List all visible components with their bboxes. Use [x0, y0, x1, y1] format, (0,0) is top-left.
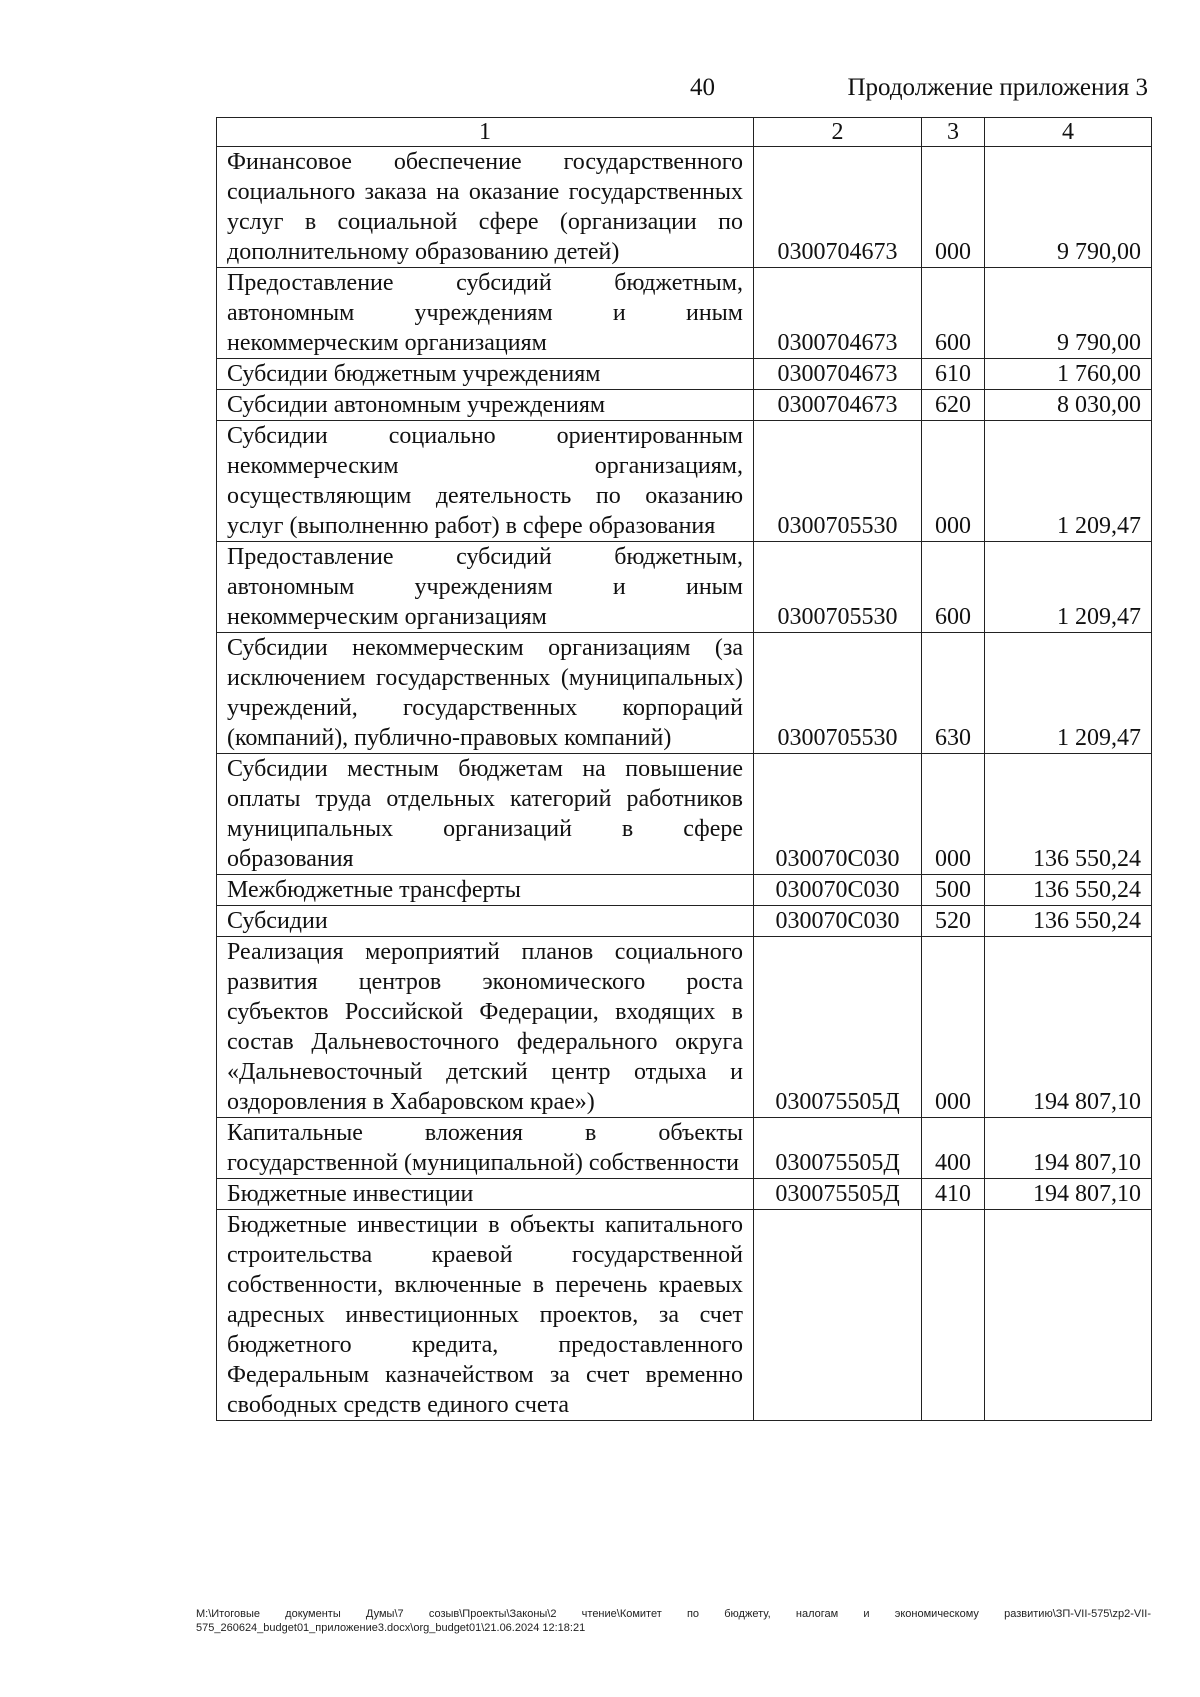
expense-name: Финансовое обеспечение государственного социального заказа на оказание государственных услуг в социальной сфере (организации по дополнительному образованию детей)	[217, 147, 754, 268]
amount: 194 807,10	[985, 1179, 1152, 1210]
table-row	[217, 754, 1152, 875]
table-row	[217, 937, 1152, 1118]
column-header: 3	[922, 118, 985, 147]
target-article-code: 030075505Д	[754, 937, 922, 1118]
expense-name: Предоставление субсидий бюджетным, автономным учреждениям и иным некоммерческим организациям	[217, 268, 754, 359]
amount: 1 209,47	[985, 542, 1152, 633]
expense-type-code: 000	[922, 937, 985, 1118]
expense-name: Реализация мероприятий планов социального развития центров экономического роста субъектов Российской Федерации, входящих в состав Дальневосточного федерального округа «Дальневосточный детский центр отдыха и оздоровления в Хабаровском крае»)	[217, 937, 754, 1118]
expense-name: Субсидии некоммерческим организациям (за исключением государственных (муниципальных) учреждений, государственных корпораций (компаний), публично-правовых компаний)	[217, 633, 754, 754]
table-row	[217, 1210, 1152, 1421]
expense-type-code: 610	[922, 359, 985, 390]
target-article-code	[754, 1210, 922, 1421]
expense-name: Субсидии автономным учреждениям	[217, 390, 754, 421]
amount: 136 550,24	[985, 906, 1152, 937]
expense-name: Субсидии социально ориентированным некоммерческим организациям, осуществляющим деятельность по оказанию услуг (выполненню работ) в сфере образования	[217, 421, 754, 542]
expense-type-code: 620	[922, 390, 985, 421]
expense-name: Капитальные вложения в объекты государственной (муниципальной) собственности	[217, 1118, 754, 1179]
expense-type-code: 520	[922, 906, 985, 937]
expense-name: Бюджетные инвестиции в объекты капитального строительства краевой государственной собственности, включенные в перечень краевых адресных инвестиционных проектов, за счет бюджетного кредита, предоставленного Федеральным казначейством за счет временно свободных средств единого счета	[217, 1210, 754, 1421]
target-article-code: 030075505Д	[754, 1179, 922, 1210]
target-article-code: 030075505Д	[754, 1118, 922, 1179]
amount: 1 209,47	[985, 421, 1152, 542]
expense-type-code: 410	[922, 1179, 985, 1210]
expense-type-code: 630	[922, 633, 985, 754]
amount	[985, 1210, 1152, 1421]
target-article-code: 030070С030	[754, 754, 922, 875]
target-article-code: 0300704673	[754, 390, 922, 421]
expense-type-code: 500	[922, 875, 985, 906]
table-row	[217, 147, 1152, 268]
target-article-code: 0300705530	[754, 542, 922, 633]
expense-type-code: 000	[922, 754, 985, 875]
target-article-code: 030070С030	[754, 906, 922, 937]
amount: 136 550,24	[985, 754, 1152, 875]
amount: 136 550,24	[985, 875, 1152, 906]
target-article-code: 0300704673	[754, 268, 922, 359]
amount: 1 760,00	[985, 359, 1152, 390]
expense-name: Межбюджетные трансферты	[217, 875, 754, 906]
target-article-code: 0300704673	[754, 359, 922, 390]
table-row	[217, 390, 1152, 421]
amount: 8 030,00	[985, 390, 1152, 421]
table-row	[217, 421, 1152, 542]
expense-type-code: 400	[922, 1118, 985, 1179]
target-article-code: 0300704673	[754, 147, 922, 268]
amount: 9 790,00	[985, 268, 1152, 359]
amount: 1 209,47	[985, 633, 1152, 754]
document-path-footer: М:\Итоговые документы Думы\7 созыв\Проекты\Законы\2 чтение\Комитет по бюджету, налогам и экономическому развитию\ЗП-VII-575\zp2-VII-575_260624_budget01_приложение3.docx\org_budget01\21.06.2024 12:18:21	[196, 1608, 1151, 1634]
table-row	[217, 268, 1152, 359]
target-article-code: 0300705530	[754, 633, 922, 754]
expense-name: Бюджетные инвестиции	[217, 1179, 754, 1210]
expense-name: Субсидии	[217, 906, 754, 937]
continuation-label: Продолжение приложения 3	[847, 74, 1148, 101]
column-header: 4	[985, 118, 1152, 147]
target-article-code: 030070С030	[754, 875, 922, 906]
expense-type-code: 600	[922, 542, 985, 633]
amount: 194 807,10	[985, 937, 1152, 1118]
table-row	[217, 1179, 1152, 1210]
expense-type-code: 600	[922, 268, 985, 359]
table-row	[217, 1118, 1152, 1179]
table-header-row	[217, 118, 1152, 147]
expense-name: Субсидии местным бюджетам на повышение оплаты труда отдельных категорий работников муниципальных организаций в сфере образования	[217, 754, 754, 875]
expense-name: Субсидии бюджетным учреждениям	[217, 359, 754, 390]
column-header: 2	[754, 118, 922, 147]
table-row	[217, 875, 1152, 906]
page-number: 40	[690, 74, 715, 101]
table-row	[217, 906, 1152, 937]
target-article-code: 0300705530	[754, 421, 922, 542]
expense-type-code: 000	[922, 421, 985, 542]
amount: 194 807,10	[985, 1118, 1152, 1179]
table-row	[217, 633, 1152, 754]
table-row	[217, 359, 1152, 390]
table-row	[217, 542, 1152, 633]
amount: 9 790,00	[985, 147, 1152, 268]
expense-type-code	[922, 1210, 985, 1421]
budget-table	[216, 117, 1152, 1421]
expense-name: Предоставление субсидий бюджетным, автономным учреждениям и иным некоммерческим организациям	[217, 542, 754, 633]
expense-type-code: 000	[922, 147, 985, 268]
column-header: 1	[217, 118, 754, 147]
